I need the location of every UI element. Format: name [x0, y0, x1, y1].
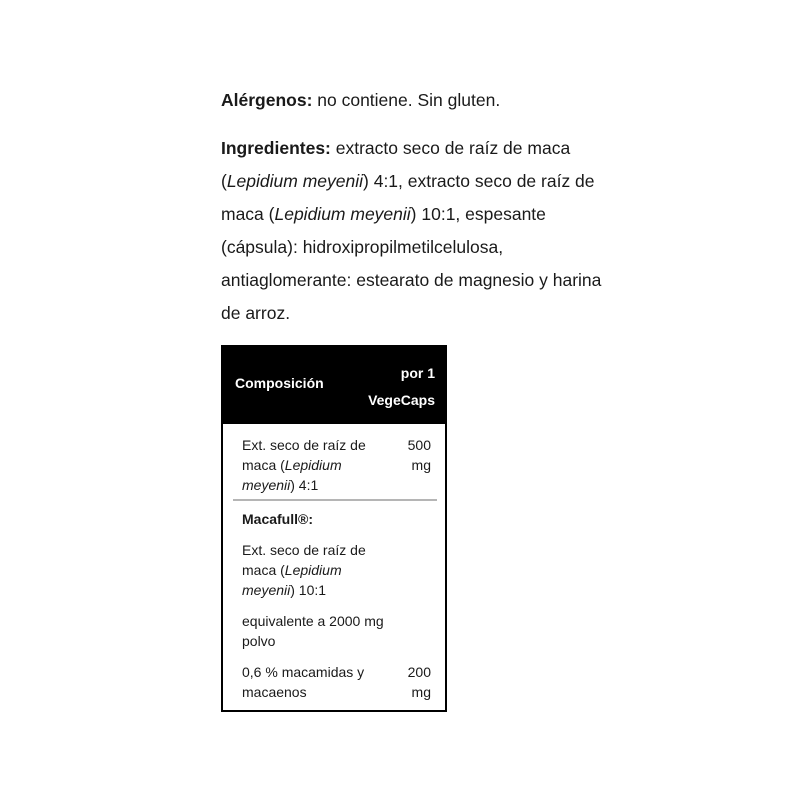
row-amount — [381, 435, 431, 475]
allergens-label: Alérgenos: — [221, 90, 313, 110]
row-ingredient: equivalente a 2000 mg polvo — [242, 613, 384, 649]
header-per-line1: por 1 — [400, 365, 435, 381]
ingredients-latin-1: Lepidium meyenii — [226, 171, 364, 191]
row-amount — [381, 662, 431, 702]
row1-amount-unit: mg — [411, 457, 431, 473]
row1-latin: Lepidium meyenii — [242, 457, 342, 493]
header-composition: Composición — [235, 375, 324, 391]
row4-amount-unit: mg — [411, 684, 431, 700]
ingredients-paragraph — [221, 132, 621, 330]
row-ingredient: 0,6 % macamidas y macaenos — [242, 664, 365, 700]
ingredients-text-3: ) 10:1, espesante (cápsula): hidroxipropilmetilcelulosa, antiaglomerante: estearato de magnesio y harina de arroz. — [221, 204, 602, 323]
allergens-paragraph — [221, 84, 621, 117]
ingredients-latin-2: Lepidium meyenii — [274, 204, 411, 224]
row-ingredient — [242, 540, 392, 600]
ingredients-text-2: ) 4:1, extracto seco de raíz de maca ( — [221, 171, 595, 224]
header-per-line2: VegeCaps — [368, 392, 435, 408]
table-header — [223, 347, 445, 424]
row-ingredient — [242, 435, 392, 495]
row1-text-2: ) 4:1 — [290, 477, 319, 493]
ingredients-label: Ingredientes: — [221, 138, 331, 158]
row2-latin: Lepidium meyenii — [242, 562, 342, 598]
row-divider — [233, 499, 437, 501]
composition-table — [221, 345, 447, 712]
section-title: Macafull®: — [242, 511, 313, 527]
ingredients-text-1: extracto seco de raíz de maca ( — [221, 138, 571, 191]
row2-text-1: Ext. seco de raíz de maca ( — [242, 542, 366, 578]
row4-amount-value: 200 — [407, 664, 431, 680]
row1-amount-value: 500 — [407, 437, 431, 453]
row1-text-1: Ext. seco de raíz de maca ( — [242, 437, 366, 473]
header-per-capsule — [368, 360, 435, 414]
row2-text-2: ) 10:1 — [290, 582, 327, 598]
allergens-text: no contiene. Sin gluten. — [312, 90, 501, 110]
